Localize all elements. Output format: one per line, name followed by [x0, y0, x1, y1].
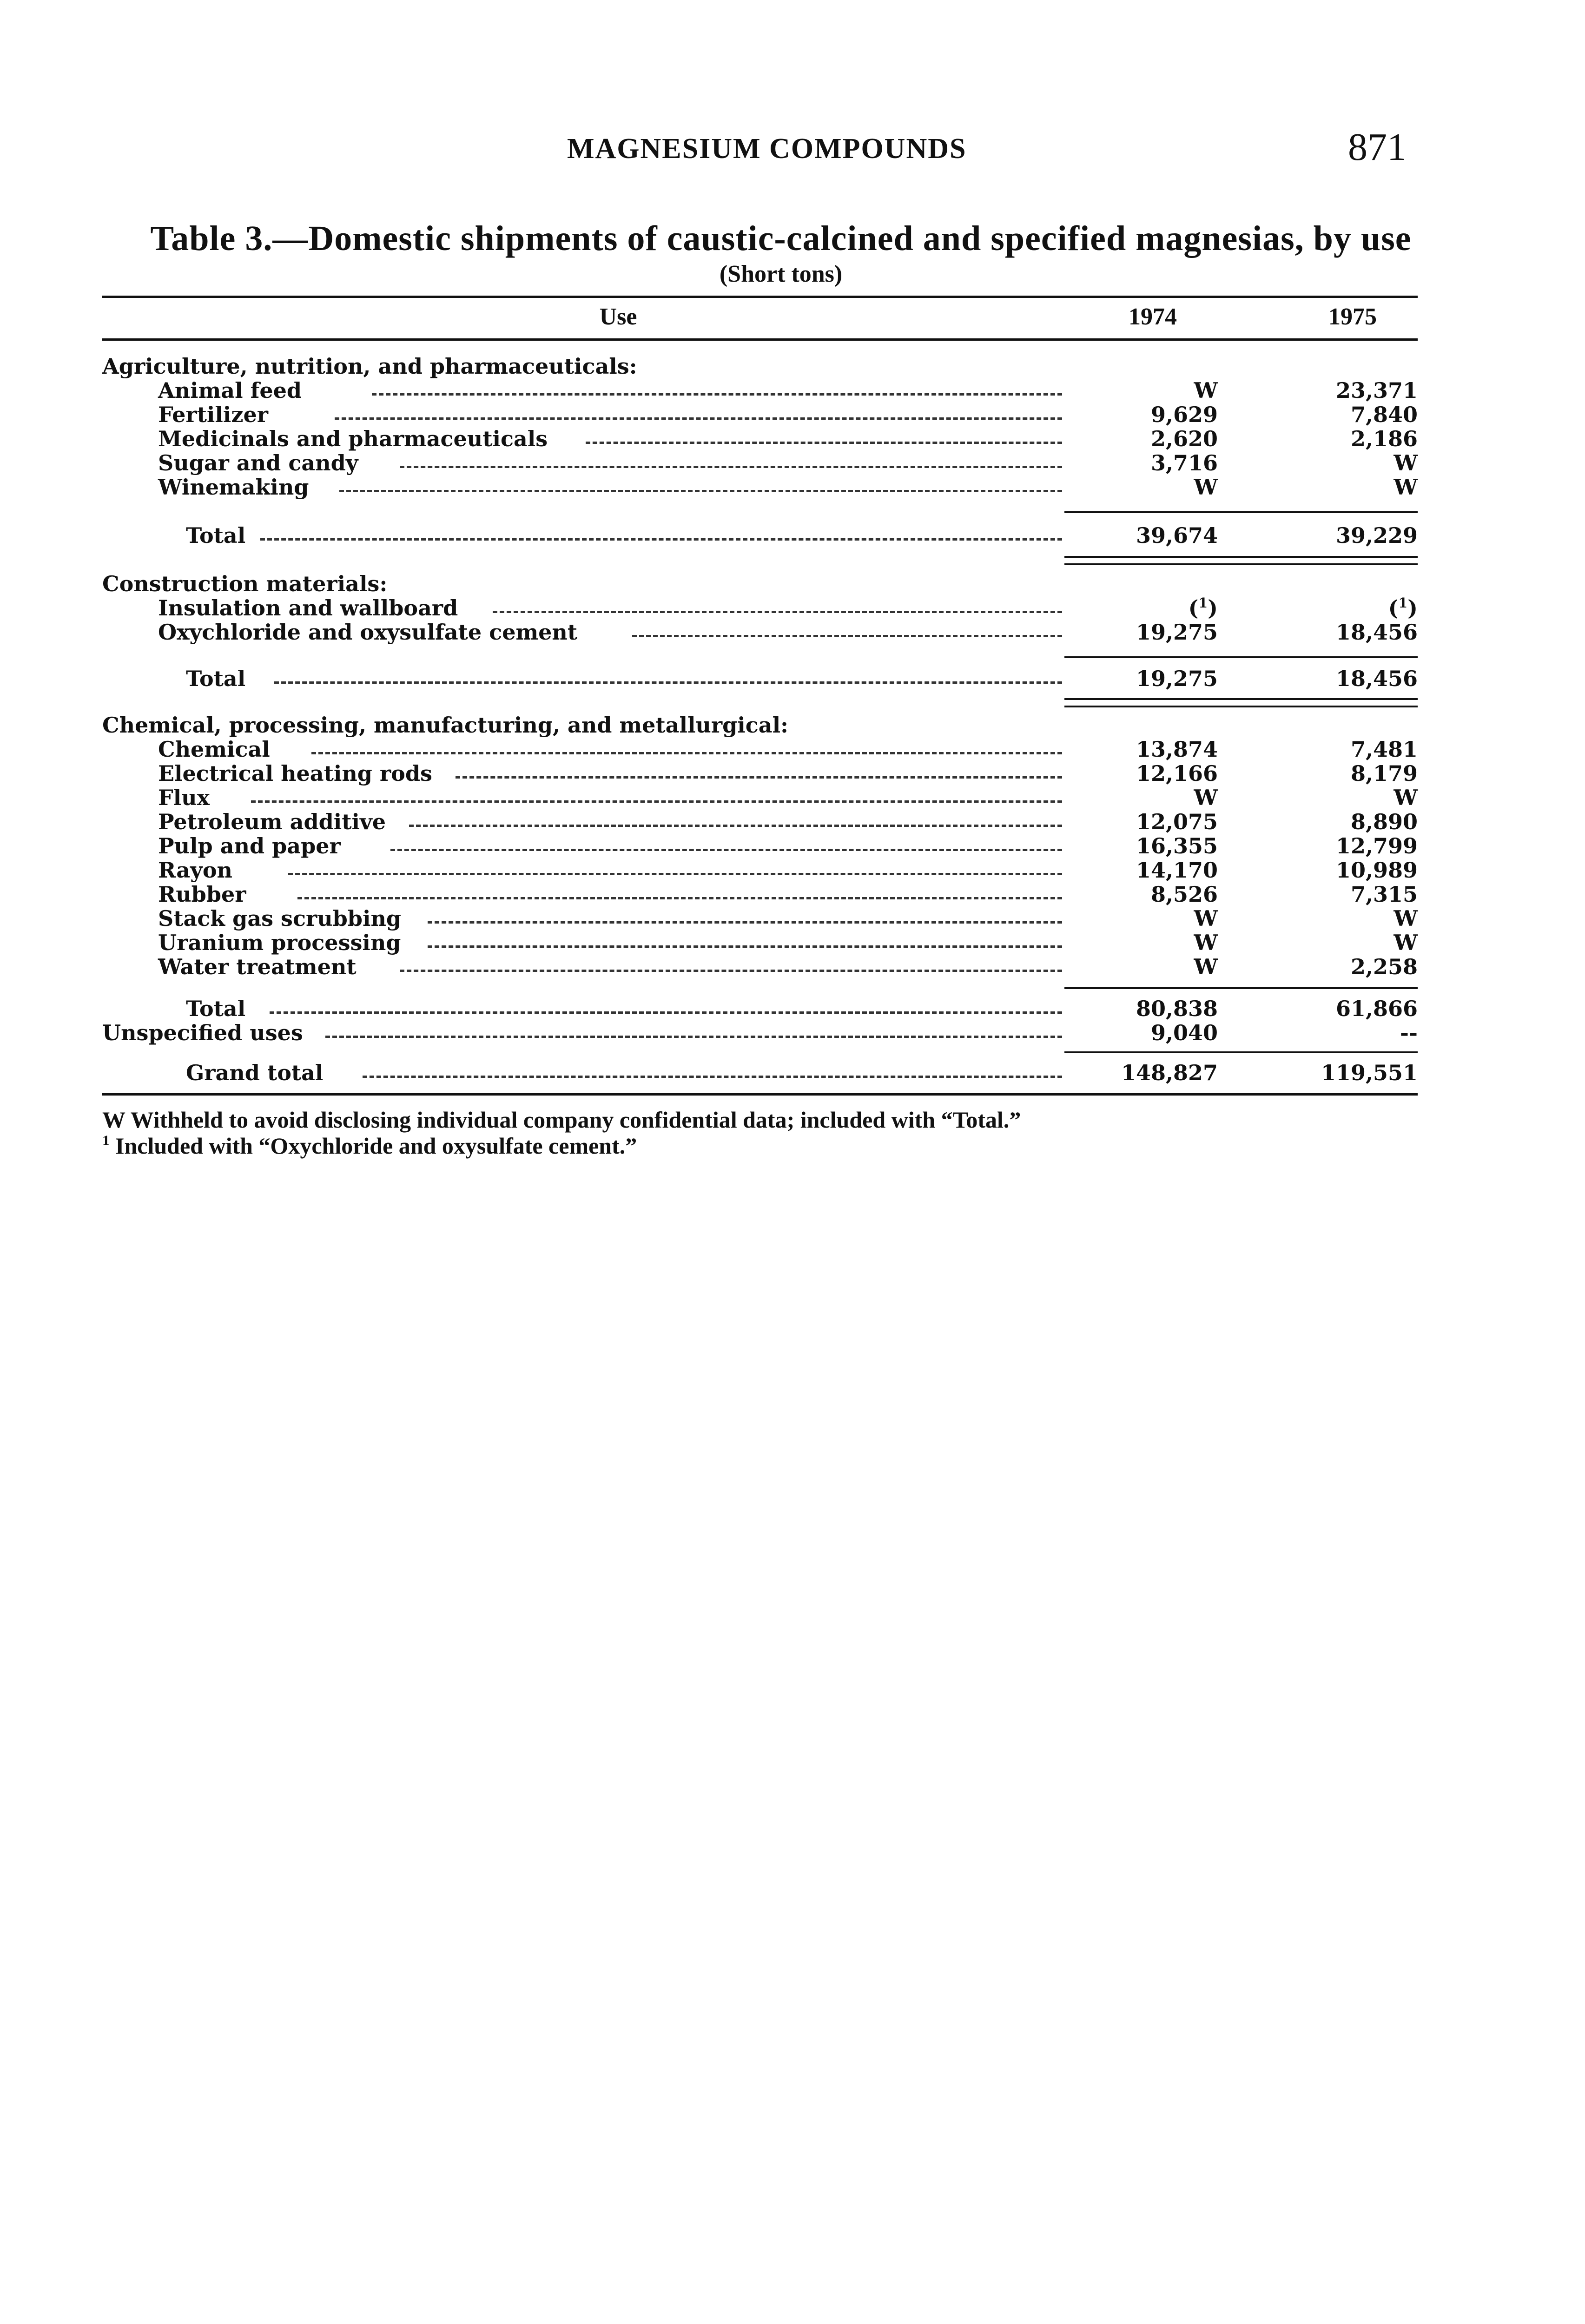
- total-row: [102, 666, 1418, 692]
- table-subtitle: (Short tons): [719, 261, 843, 287]
- value-1974: 3,716: [1150, 450, 1218, 475]
- row-label: Flux: [158, 785, 210, 810]
- value-1974: 12,166: [1136, 761, 1218, 786]
- table-bottom-rule: [102, 1093, 1418, 1096]
- row-label: Stack gas scrubbing: [158, 906, 402, 931]
- leader-dots: [632, 635, 1062, 637]
- leader-dots: [363, 1076, 1062, 1078]
- value-1974: W: [1194, 930, 1218, 955]
- grand-total-1975: 119,551: [1321, 1060, 1418, 1085]
- table-row: [102, 809, 1418, 835]
- value-1975: W: [1393, 475, 1418, 500]
- section-heading: [102, 712, 1418, 738]
- section-heading-label: Agriculture, nutrition, and pharmaceuticals:: [102, 354, 637, 379]
- value-1974: 19,275: [1136, 620, 1218, 645]
- section-heading: [102, 571, 1418, 597]
- table-row: [102, 760, 1418, 786]
- value-1974: W: [1194, 906, 1218, 931]
- footnote-ref: 1: [1398, 594, 1408, 611]
- leader-dots: [297, 897, 1062, 899]
- footnote-1-text: Included with “Oxychloride and oxysulfate cement.”: [115, 1133, 637, 1159]
- value-1974: 2,620: [1150, 426, 1218, 451]
- total-1975: 61,866: [1335, 996, 1418, 1021]
- table-row: [102, 930, 1418, 956]
- value-1975: --: [1400, 1020, 1418, 1045]
- row-label: Petroleum additive: [158, 809, 386, 834]
- value-1975: 23,371: [1335, 378, 1418, 403]
- leader-dots: [409, 825, 1062, 827]
- page-number: 871: [1348, 125, 1407, 169]
- value-1974: ($^1$): [1188, 594, 1218, 621]
- table-row: [102, 426, 1418, 452]
- leader-dots: [325, 1036, 1062, 1038]
- leader-dots: [586, 442, 1062, 444]
- row-label: Water treatment: [158, 954, 357, 979]
- table-row: [102, 474, 1418, 500]
- row-label: Rubber: [158, 882, 246, 907]
- row-label: Insulation and wallboard: [158, 595, 458, 621]
- subtotal-rule: [1064, 656, 1418, 658]
- total-label: Total: [186, 996, 246, 1021]
- value-1975: W: [1393, 785, 1418, 810]
- leader-dots: [428, 945, 1062, 948]
- total-1975: 39,229: [1335, 523, 1418, 548]
- subtotal-rule: [1064, 511, 1418, 513]
- subtotal-rule: [1064, 1051, 1418, 1053]
- leader-dots: [390, 849, 1062, 851]
- table-row: [102, 785, 1418, 811]
- total-label: Total: [186, 666, 246, 691]
- value-1975: 7,315: [1350, 882, 1418, 907]
- value-1974: 14,170: [1136, 858, 1218, 883]
- section-heading: [102, 353, 1418, 379]
- table-row: [102, 450, 1418, 476]
- value-1974: W: [1194, 378, 1218, 403]
- leader-dots: [493, 611, 1062, 613]
- value-1974: W: [1194, 785, 1218, 810]
- column-header-use: Use: [599, 304, 637, 330]
- leader-dots: [400, 466, 1062, 468]
- leader-dots: [274, 681, 1062, 684]
- grand-total-label: Grand total: [186, 1060, 324, 1085]
- footnote-w: W Withheld to avoid disclosing individual company confidential data; included with “Total.”: [102, 1107, 1021, 1133]
- value-1975: 2,186: [1350, 426, 1418, 451]
- value-1974: 16,355: [1136, 833, 1218, 858]
- table-row: [102, 377, 1418, 403]
- leader-dots: [335, 417, 1062, 420]
- total-label: Total: [186, 523, 246, 548]
- value-1974: 9,040: [1150, 1020, 1218, 1045]
- row-label: Animal feed: [158, 378, 302, 403]
- subtotal-rule: [1064, 987, 1418, 989]
- value-1974: 8,526: [1150, 882, 1218, 907]
- value-1975: 12,799: [1335, 833, 1418, 858]
- value-1975: 2,258: [1350, 954, 1418, 979]
- page-header: [0, 0, 1585, 186]
- total-double-rule-1: [1064, 698, 1418, 700]
- leader-dots: [428, 921, 1062, 924]
- total-1974: 19,275: [1136, 666, 1218, 691]
- table-top-rule: [102, 296, 1418, 298]
- leader-dots: [260, 538, 1062, 541]
- row-label: Pulp and paper: [158, 833, 341, 858]
- leader-dots: [251, 800, 1062, 803]
- table-header-rule: [102, 338, 1418, 341]
- row-label: Rayon: [158, 858, 232, 883]
- table-title: Table 3.—Domestic shipments of caustic-calcined and specified magnesias, by use: [150, 219, 1412, 258]
- table-row: [102, 833, 1418, 859]
- leader-dots: [270, 1011, 1062, 1014]
- column-header-1974: 1974: [1129, 304, 1177, 330]
- total-row: [102, 522, 1418, 548]
- footnote-mark: 1: [102, 1132, 110, 1149]
- value-1975: 18,456: [1335, 620, 1418, 645]
- table-row: [102, 736, 1418, 762]
- leader-dots: [456, 776, 1062, 779]
- table-row: [102, 881, 1418, 907]
- leader-dots: [311, 752, 1062, 754]
- footnote-1: [102, 1132, 637, 1159]
- table-row: [102, 595, 1418, 621]
- row-label: Unspecified uses: [102, 1020, 303, 1045]
- value-1975: W: [1393, 930, 1418, 955]
- row-label: Fertilizer: [158, 402, 268, 427]
- row-label: Electrical heating rods: [158, 761, 432, 786]
- value-1974: 13,874: [1136, 737, 1218, 762]
- value-1975: 8,890: [1350, 809, 1418, 834]
- total-double-rule-1: [1064, 556, 1418, 558]
- leader-dots: [288, 873, 1062, 875]
- total-1975: 18,456: [1335, 666, 1418, 691]
- value-1974: 12,075: [1136, 809, 1218, 834]
- footnote-ref: 1: [1198, 594, 1208, 611]
- table-row: [102, 619, 1418, 645]
- value-1975: 8,179: [1350, 761, 1418, 786]
- leader-dots: [372, 393, 1062, 396]
- row-label: Chemical: [158, 737, 270, 762]
- value-1974: W: [1194, 954, 1218, 979]
- table-row: [102, 1020, 1418, 1046]
- leader-dots: [400, 970, 1062, 972]
- table-row: [102, 402, 1418, 428]
- value-1975: W: [1393, 450, 1418, 475]
- row-label: Winemaking: [158, 475, 309, 500]
- total-1974: 39,674: [1136, 523, 1218, 548]
- total-double-rule-2: [1064, 563, 1418, 565]
- value-1975: ($^1$): [1388, 594, 1418, 621]
- total-double-rule-2: [1064, 706, 1418, 707]
- row-label: Oxychloride and oxysulfate cement: [158, 620, 578, 645]
- total-1974: 80,838: [1136, 996, 1218, 1021]
- running-head: MAGNESIUM COMPOUNDS: [567, 133, 967, 165]
- grand-total-row: [102, 1060, 1418, 1086]
- total-row: [102, 996, 1418, 1022]
- value-1974: W: [1194, 475, 1218, 500]
- row-label: Medicinals and pharmaceuticals: [158, 426, 548, 451]
- row-label: Sugar and candy: [158, 450, 358, 475]
- value-1974: 9,629: [1150, 402, 1218, 427]
- value-1975: 7,481: [1350, 737, 1418, 762]
- value-1975: 7,840: [1350, 402, 1418, 427]
- table-row: [102, 857, 1418, 883]
- row-label: Uranium processing: [158, 930, 401, 955]
- leader-dots: [339, 490, 1062, 492]
- section-heading-label: Construction materials:: [102, 571, 388, 596]
- value-1975: 10,989: [1335, 858, 1418, 883]
- section-heading-label: Chemical, processing, manufacturing, and metallurgical:: [102, 713, 789, 738]
- table-row: [102, 905, 1418, 931]
- grand-total-1974: 148,827: [1121, 1060, 1218, 1085]
- table-row: [102, 954, 1418, 980]
- value-1975: W: [1393, 906, 1418, 931]
- column-header-1975: 1975: [1328, 304, 1377, 330]
